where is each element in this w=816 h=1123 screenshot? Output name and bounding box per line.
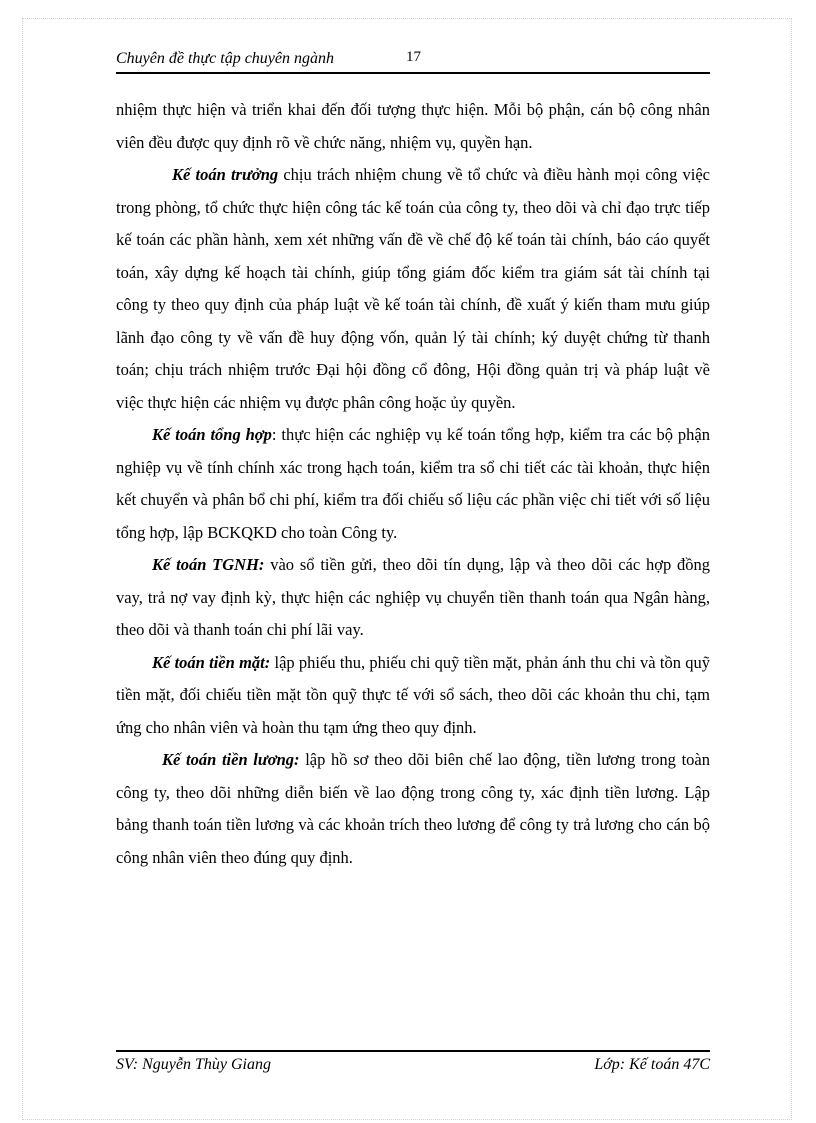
paragraph-general-accountant [116, 419, 710, 549]
paragraph-intro-continuation [116, 94, 710, 159]
paragraph-text: lập phiếu thu, phiếu chi quỹ tiền mặt, phản ánh thu chi và tồn quỹ tiền mặt, đối chiếu tiền mặt tồn quỹ thực tế với sổ sách, theo dõi các khoản thu chi, tạm ứng cho nhân viên và hoàn thu tạm ứng theo quy định. [116, 652, 711, 737]
paragraph-text: chịu trách nhiệm chung về tổ chức và điều hành mọi công việc trong phòng, tổ chức thực hiện công tác kế toán của công ty, theo dõi và chỉ đạo trực tiếp kế toán các phần hành, xem xét những vấn đề về chế độ kế toán tài chính, báo cáo quyết toán, xây dựng kế hoạch tài chính, giúp tổng giám đốc kiểm tra giám sát tài chính tại công ty theo quy định của pháp luật về kế toán tài chính, đề xuất ý kiến tham mưu giúp lãnh đạo công ty về vấn đề huy động vốn, quản lý tài chính; ký duyệt chứng từ thanh toán; chịu trách nhiệm trước Đại hội đồng cổ đông, Hội đồng quản trị và pháp luật về việc thực hiện các nhiệm vụ được phân công hoặc ủy quyền. [116, 165, 710, 412]
paragraph-term: Kế toán tiền lương: [162, 750, 300, 769]
paragraph-text: vào sổ tiền gửi, theo dõi tín dụng, lập và theo dõi các hợp đồng vay, trả nợ vay định kỳ, thực hiện các nghiệp vụ chuyển tiền thanh toán qua Ngân hàng, theo dõi và thanh toán chi phí lãi vay. [116, 555, 710, 639]
paragraph-term: Kế toán tiền mặt: [152, 652, 271, 672]
paragraph-payroll-accountant [116, 744, 710, 874]
document-body [116, 94, 710, 874]
paragraph-term: Kế toán tổng hợp [152, 425, 272, 444]
paragraph-bank-deposit-accountant [116, 549, 710, 647]
page-number: 17 [406, 49, 421, 65]
paragraph-cash-accountant [116, 647, 710, 745]
document-title: Chuyên đề thực tập chuyên ngành [116, 50, 334, 67]
paragraph-chief-accountant [116, 159, 710, 419]
student-name: SV: Nguyễn Thùy Giang [116, 1056, 271, 1073]
page-footer [116, 1050, 710, 1080]
paragraph-term: Kế toán trưởng [172, 165, 279, 184]
paragraph-term: Kế toán TGNH: [152, 555, 265, 574]
page-header [116, 48, 710, 74]
paragraph-text: nhiệm thực hiện và triển khai đến đối tượng thực hiện. Mỗi bộ phận, cán bộ công nhân viên đều được quy định rõ về chức năng, nhiệm vụ, quyền hạn. [116, 100, 710, 152]
paragraph-text: : thực hiện các nghiệp vụ kế toán tổng hợp, kiểm tra các bộ phận nghiệp vụ về tính chính xác trong hạch toán, kiểm tra sổ chi tiết các tài khoản, thực hiện kết chuyển và phân bổ chi phí, kiểm tra đối chiếu số liệu các phần việc chi tiết với số liệu tổng hợp, lập BCKQKD cho toàn Công ty. [116, 425, 710, 542]
class-name: Lớp: Kế toán 47C [594, 1056, 710, 1073]
paragraph-text: lập hồ sơ theo dõi biên chế lao động, tiền lương trong toàn công ty, theo dõi những diễn biến về lao động trong công ty, xác định tiền lương. Lập bảng thanh toán tiền lương và các khoản trích theo lương để công ty trả lương cho cán bộ công nhân viên theo đúng quy định. [116, 750, 710, 867]
